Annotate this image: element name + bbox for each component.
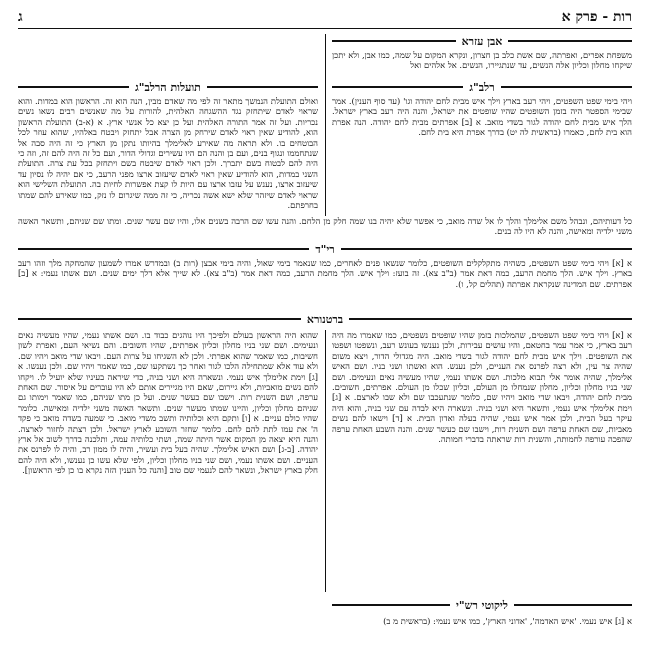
even-ezra-banner [332,34,632,48]
likutei-rashi-banner [332,598,632,612]
toaliot-heading: תועלות הרלב"ג [135,80,201,94]
barnetura-left-column: שהוא היה הראשון בעולם ולפיכך היו נוהגים כבוד בו. ושם אשתו נעמי, שהיו מעשיה נאים ונעימים. ושם שני בניו מחלון וכליון אפרתים, שהיו חשובים. והם נשיאי העם, ואפרת לשון חשיבות, כמו שאמר שהוא אפרתי. ולכן לא השגיחו על צרות העם. ויבאו שדי מואב ויהיו שם. ולא עוד אלא שמתחילה הלכו לגור ואחר כך נשתקעו שם, כמו שאמר ויהיו שם. ולכן נענשו. א [ג] וימת אלימלך איש נעמי. ונשארה היא ושני בניה, כדי שיראה בעיניו שלא יועיל לו. ויקחו להם נשים מואביות, ולא גיירום, שאם היו מגיירים אותם לא היו עוברים על איסור. שם האחת ערפה, ושם השנית רות. וישבו שם כעשר שנים. ועל כן מתו שניהם, כמו שאמר וימותו גם שניהם מחלון וכליון, והיינו שמתו מעשר שנים. ותשאר האשה משני ילדיה ומאישה. כלומר שהיו כולם עניים. א [ו] ותקם היא וכלותיה ותשב משדי מואב. כי שמעה בשדה מואב כי פקד ה' את עמו לתת להם לחם. כלומר שחזר השובע לארץ ישראל. ולכן רצתה לחזור לארצה. והנה היא יצאה מן המקום אשר היתה שמה, ושתי כלותיה עמה, ותלכנה בדרך לשוב אל ארץ יהודה. [ב-ג] ושם האיש אלימלך. שהיה בעל בית ועשיר, והיה לו ממון רב, והיה לו לפרנס את העניים. ושם אשתו נעמי, ושם שני בניו מחלון וכליון, ולפי שלא עשו כן נענשו, ולא היה להם חלק בארץ ישראל, ונשאר להם לנעמי שם טוב [והנה כל הענין הזה נקרא בו כן לפי הראשון]. [18,330,318,476]
toaliot-banner [18,80,318,94]
ralbag-text: ויהי בימי שפט השפטים, ויהי רעב בארץ וילך איש מבית לחם יהודה וגו' (עד סוף הענין). אמר שבימי הספטר היה בזמן השופטים שהיו שופטים את ישראל, והנה היה רעב בארץ ישראל. הלך איש מבית לחם יהודה לגור בשדי מואב. א [ב] אפרתים מבית לחם יהודה. הנה אפרת הוא בית לחם, כאמרו (בראשית לה יט) בדרך אפרת היא בית לחם. [332,96,632,138]
ralbag-continuation: כל דעותיהם, ונבהל משם אלימלך והלך לו אל שדה מואב, כי אפשר שלא יהיה בנו שמה חלק מן הלחם. והנה עשו שם הרבה בשנים אלו, והיו שם עשר שנים. ומתו שם שניהם, ותשאר האשה משני ילדיה ומאישה, והנה לא היו לה בנים. [18,216,632,237]
likutei-rashi-heading: ליקוטי רש"י [456,598,508,612]
column-divider [325,34,326,216]
rid-banner [18,242,632,256]
toaliot-text: ואולם התועלת הנמשך מתאר זה לפי מה שאדם מבין, הנה הוא זה. הראשון הוא במדות. והוא שראוי לאדם שיתחזק נגד ההשגחה האלהית, להורות על מה שאנשים רבים נשאו נשים נכריות. ועל זה אמר התורה האלהית ועל כן יצא כל אנשי ארץ. א (א-ב) התועלת הראשון הוא, להודיע שאין ראוי לאדם שירחק מן הצרה אבל יתחזק ויבטח באלהיו, שהוא עוזר לכל הבוטחים בו. ולא תראה מה שאירע לאלימלך בהיותו נתקן מן הארץ כי זה היה סבה אל שנתחממו ונגוף בנים, ועם בן והנה הם היו עשירים וגדולי הדור, ועם כל זה היה להם זה, וזה כי היה להם לבטוח בשם יתברך. ולכן ראוי לאדם שיבטח בשם ויתחזק בכל עת צרה. התועלת השני במדות, הוא להודיע שאין ראוי לאדם שיעזוב ארצו מפני הרעב, כי אם יהיה לו נסיון עד שיעזוב ארצו, נענש על עזבו ארצו עם היות לו קצת אפשרות לחיות בה. התועלת השלישי הוא שראוי לאדם שיזהר שלא ישא אשה נכריה, כי זה ממה שיגרום לו נזק, כמו שאירע להם שמתו בחרפתם. [18,96,318,211]
even-ezra-text: משפחת אפרים, ואפרתה, שם אשת כלב בן חצרון, ונקרא המקום על שמה, כמו אבן, ולא יתכן שיקחו מחלון וכליון אלה הנשים, עד שנתגיירו, הנשים. אל אלהים ואל [332,50,632,71]
ralbag-heading: רלב"ג [469,80,495,94]
rid-heading: רי"ד [315,242,335,256]
page-number: ג [18,9,23,25]
barnetura-right-column: א [א] ויהי בימי שפט השפטים, שהמלכות בזמן שהיו שופטים נשפטים, כמו שאמרו מה היה רעב בארץ, כי אמר עמר בחטאם, והיו עושים עבירות, ולכן נענשו בעונש רעב, ונשפטו ושפטו את השופטים. וילך איש מבית לחם יהודה לגור בשדי מואב. היה מגדולי הדור, ויצא משום שהיה צר עין, ולא רצה לפרנס את העניים, ולכן נענש. הוא ואשתו ושני בניו. ושם האיש אלימלך, שהיה אומר אלי תבוא מלכות. ושם אשתו נעמי, שהיו מעשיה נאים ונעימים. ושם שני בניו מחלון וכליון, מחלון שנמחלו מן העולם, וכליון שכלו מן העולם. אפרתים, חשובים. מבית לחם יהודה, ויבאו שדי מואב ויהיו שם, כלומר שנתעכבו שם ולא שבו לארצם. א [ג] וימת אלימלך איש נעמי, ותשאר היא ושני בניה. ונשארה היא לבדה עם שני בניה, והוא היה עיקר בעל הבית, ולכן אמר איש נעמי, שהיה בעלה ואדון הבית. א [ד] וישאו להם נשים מאביות, שם האחת ערפה ושם השנית רות, וישבו שם כעשר שנים. והנה השבע האחת ערפה שהפכה עורפה לחמותה, והשנית רות שראתה בדברי חמותה. [332,330,632,445]
rid-text: א [א] ויהי בימי שפט השפטים, כשהיה מתקלקלים השופטים, כלומר שנשאו פנים לאחרים, כמו שנאמר בימי שאול, והיה בימי אבצן (רות ב) ובמדרש אמרו לשמעון שהמחקה מלך וזהו רעב בארץ. וילך איש. הלך מחמת הרעב, כמה דאת אמר (ב"ב צא). זה בועז: וילך איש. הלך מחמת הרעב, כמה דאת אמר (ב"ב צא). לא שייך אלא דלך ימים שנים. ושם אשתו נעמי: א [ב] אפרתים. שם המדינה שנקראת אפרתה (תהלים קל, ו). [18,258,632,289]
page-header [18,8,632,29]
even-ezra-heading: אבן עזרא [461,34,503,48]
barnetura-heading: ברטנורא [306,312,344,326]
ralbag-banner [332,80,632,94]
barnetura-column-divider [325,330,326,592]
barnetura-banner [18,312,632,326]
likutei-rashi-text: א [ג] איש נעמי. 'איש האדמה', 'אדוני הארץ', כמו איש נעמי: (בראשית מ ב) [383,616,632,626]
page-title: רות - פרק א [561,9,632,25]
